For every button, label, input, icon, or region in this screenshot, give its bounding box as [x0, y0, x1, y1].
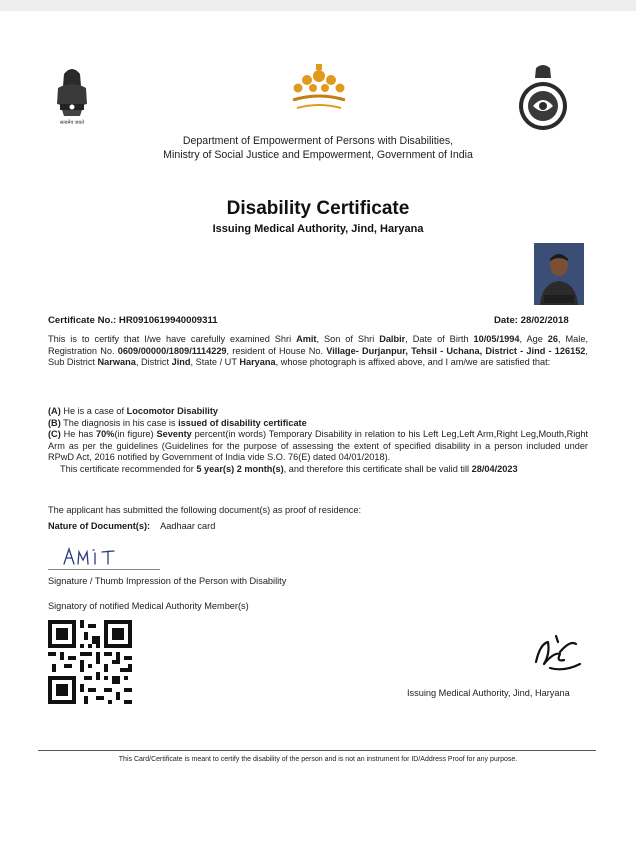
accessible-india-logo-icon	[283, 62, 355, 120]
applicant-photo	[534, 243, 584, 305]
disability-percent-words: Seventy	[156, 429, 192, 440]
state-seal-icon	[516, 64, 570, 132]
certificate-number	[48, 315, 218, 326]
recommendation: This certificate recommended for 5 year(s) 2 month(s), and therefore this certificate shall be valid till 28/04/2023	[60, 463, 518, 474]
sub-district: Narwana	[97, 357, 136, 368]
footer-disclaimer: This Card/Certificate is meant to certify the disability of the person and is not an instrument for ID/Address Proof for any purpose.	[118, 756, 518, 763]
disability-percent: 70%	[96, 429, 115, 440]
issuing-authority-subtitle: Issuing Medical Authority, Jind, Haryana	[212, 223, 424, 235]
residence-address: Village- Durjanpur, Tehsil - Uchana, District - Jind - 126152	[326, 345, 586, 356]
registration-number: 0609/00000/1809/1114229	[117, 345, 227, 356]
residence-proof-statement: The applicant has submitted the following document(s) as proof of residence:	[48, 505, 362, 515]
validity-duration: 5 year(s) 2 month(s)	[196, 463, 284, 474]
department-line-2: Ministry of Social Justice and Empowerment, Government of India	[163, 149, 473, 161]
certification-paragraph: This is to certify that I/we have carefully examined Shri Amit, Son of Shri Dalbir, Date of Birth 10/05/1994, Age 26, Male, Registration No. 0609/00000/1809/1114229, resident of House No. Village- Durjanpur, Tehsil - Uchana, District - Jind - 126152, Sub District Narwana, District Jind, State / UT Haryana, whose photograph is affixed above, and I am/we are satisfied that:	[48, 334, 588, 368]
certificate-title: Disability Certificate	[226, 198, 410, 219]
nature-of-document	[48, 521, 215, 531]
authority-signature-image	[530, 632, 586, 678]
findings-section	[48, 406, 588, 476]
disability-type: Locomotor Disability	[126, 406, 219, 416]
department-line-1: Department of Empowerment of Persons with Disabilities,	[182, 135, 454, 147]
valid-till-date: 28/04/2023	[471, 463, 518, 474]
signatory-label: Signatory of notified Medical Authority Member(s)	[48, 601, 249, 611]
emblem-caption: सत्यमेव जयते	[59, 120, 85, 126]
state: Haryana	[239, 357, 276, 368]
finding-c: (C) He has 70%(in figure) Seventy percent(in words) Temporary Disability in relation to his Left Leg,Left Arm,Right Leg,Mouth,Right Arm as per the guidelines (Guidelines for the purpose of assessing the extent of specified disability in a person included under RPwD Act, 2016 notified by Government of India vide S.O. 76(E) dated 04/01/2018).	[48, 429, 589, 463]
finding-b: (B) The diagnosis in his case is issued of disability certificate	[48, 417, 307, 428]
department-heading	[0, 134, 636, 162]
nature-label: Nature of Document(s):	[48, 521, 151, 531]
nature-value: Aadhaar card	[160, 521, 216, 531]
district: Jind	[171, 357, 191, 368]
father-name: Dalbir	[379, 334, 406, 344]
date-of-birth: 10/05/1994	[473, 334, 520, 344]
certificate-date	[494, 315, 569, 326]
diagnosis: issued of disability certificate	[178, 417, 307, 428]
footer-divider	[38, 750, 596, 751]
age: 26	[547, 334, 559, 344]
applicant-signature-image	[62, 546, 124, 568]
signature-line	[48, 569, 160, 570]
certificate-number-label: Certificate No.:	[48, 315, 117, 326]
certificate-date-value: 28/02/2018	[520, 315, 569, 326]
signature-label: Signature / Thumb Impression of the Person with Disability	[48, 576, 287, 586]
certificate-date-label: Date:	[494, 315, 518, 326]
certificate-number-value: HR0910619940009311	[118, 315, 218, 326]
person-name: Amit	[296, 334, 317, 344]
finding-a: (A) He is a case of Locomotor Disability	[48, 406, 219, 416]
issuing-authority-label: Issuing Medical Authority, Jind, Haryana	[407, 688, 570, 698]
top-bar	[0, 0, 636, 11]
qr-code-icon	[48, 620, 132, 704]
